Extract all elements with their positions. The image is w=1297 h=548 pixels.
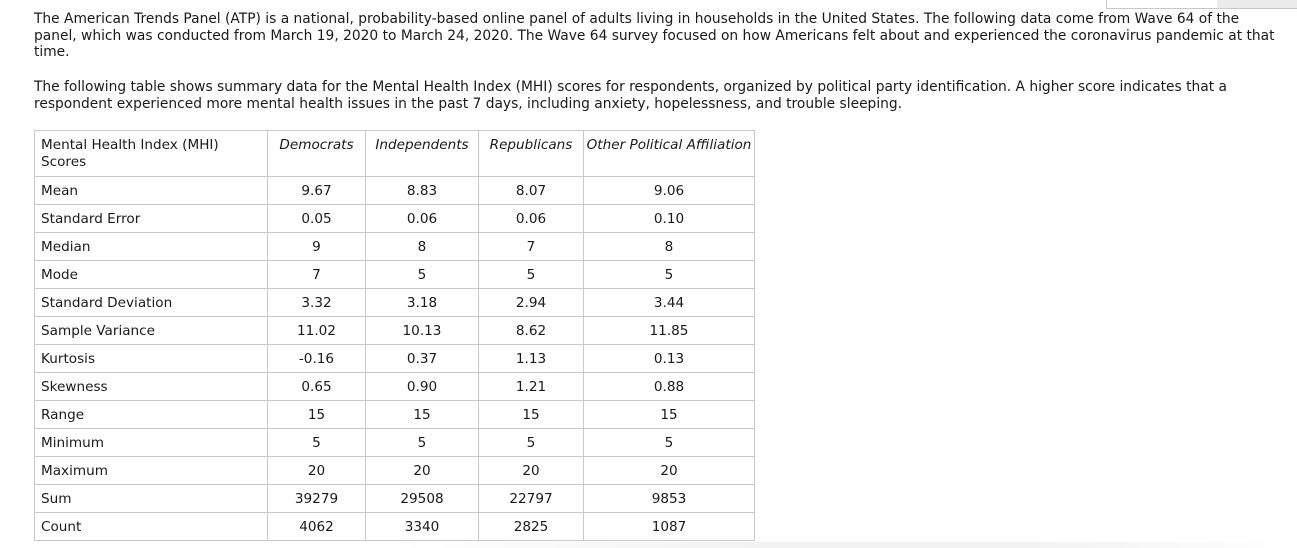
table-cell: 39279	[268, 485, 366, 513]
table-cell: 0.05	[268, 205, 366, 233]
table-cell: 20	[366, 457, 479, 485]
table-cell: 5	[366, 429, 479, 457]
table-cell: 3340	[366, 513, 479, 541]
table-header-row	[35, 131, 755, 177]
table-cell: 0.88	[584, 373, 755, 401]
table-cell: 2825	[479, 513, 584, 541]
table-cell: 5	[366, 261, 479, 289]
table-cell: 0.37	[366, 345, 479, 373]
table-row	[35, 513, 755, 541]
table-cell: 20	[268, 457, 366, 485]
table-row	[35, 373, 755, 401]
mhi-summary-table	[34, 130, 755, 541]
table-cell: 29508	[366, 485, 479, 513]
row-label: Count	[35, 513, 268, 541]
table-cell: 8.62	[479, 317, 584, 345]
table-row	[35, 261, 755, 289]
column-header-republicans: Republicans	[479, 131, 584, 177]
table-cell: 0.06	[366, 205, 479, 233]
table-cell: 7	[479, 233, 584, 261]
column-header-other: Other Political Affiliation	[584, 131, 755, 177]
table-cell: 1087	[584, 513, 755, 541]
row-header-cell: Mental Health Index (MHI) Scores	[35, 131, 268, 177]
table-row	[35, 345, 755, 373]
row-label: Mean	[35, 177, 268, 205]
row-label: Skewness	[35, 373, 268, 401]
table-cell: 15	[584, 401, 755, 429]
table-cell: 7	[268, 261, 366, 289]
row-label: Standard Error	[35, 205, 268, 233]
row-label: Range	[35, 401, 268, 429]
table-cell: 1.13	[479, 345, 584, 373]
table-cell: 22797	[479, 485, 584, 513]
table-row	[35, 485, 755, 513]
table-row	[35, 177, 755, 205]
table-cell: 9	[268, 233, 366, 261]
table-cell: 9.67	[268, 177, 366, 205]
table-row	[35, 457, 755, 485]
table-cell: 5	[479, 429, 584, 457]
table-cell: 5	[584, 429, 755, 457]
table-cell: 9853	[584, 485, 755, 513]
corner-tab	[1106, 0, 1297, 9]
table-cell: 8	[366, 233, 479, 261]
table-cell: 0.65	[268, 373, 366, 401]
table-cell: 15	[366, 401, 479, 429]
row-label: Maximum	[35, 457, 268, 485]
table-cell: 15	[479, 401, 584, 429]
table-cell: 8.83	[366, 177, 479, 205]
row-label: Sum	[35, 485, 268, 513]
table-cell: 3.32	[268, 289, 366, 317]
table-cell: 20	[479, 457, 584, 485]
table-cell: 8	[584, 233, 755, 261]
table-cell: 10.13	[366, 317, 479, 345]
table-cell: 1.21	[479, 373, 584, 401]
row-label: Mode	[35, 261, 268, 289]
table-cell: 8.07	[479, 177, 584, 205]
table-cell: 11.85	[584, 317, 755, 345]
table-cell: 3.18	[366, 289, 479, 317]
table-cell: 5	[479, 261, 584, 289]
table-row	[35, 289, 755, 317]
table-cell: -0.16	[268, 345, 366, 373]
row-label: Kurtosis	[35, 345, 268, 373]
table-row	[35, 233, 755, 261]
table-cell: 0.06	[479, 205, 584, 233]
table-cell: 11.02	[268, 317, 366, 345]
column-header-democrats: Democrats	[268, 131, 366, 177]
row-label: Median	[35, 233, 268, 261]
table-cell: 2.94	[479, 289, 584, 317]
table-cell: 0.10	[584, 205, 755, 233]
table-cell: 15	[268, 401, 366, 429]
row-label: Standard Deviation	[35, 289, 268, 317]
table-cell: 9.06	[584, 177, 755, 205]
row-label: Minimum	[35, 429, 268, 457]
table-cell: 3.44	[584, 289, 755, 317]
table-cell: 0.13	[584, 345, 755, 373]
column-header-independents: Independents	[366, 131, 479, 177]
table-cell: 4062	[268, 513, 366, 541]
intro-paragraph: The American Trends Panel (ATP) is a national, probability-based online panel of adults living in households in the United States. The following data come from Wave 64 of the panel, which was conducted from March 19, 2020 to March 24, 2020. The Wave 64 survey focused on how Americans felt about and experienced the coronavirus pandemic at that time.	[34, 11, 1275, 60]
table-description-paragraph: The following table shows summary data for the Mental Health Index (MHI) scores for respondents, organized by political party identification. A higher score indicates that a respondent experienced more mental health issues in the past 7 days, including anxiety, hopelessness, and trouble sleeping.	[34, 79, 1227, 112]
table-cell: 20	[584, 457, 755, 485]
table-cell: 5	[268, 429, 366, 457]
table-cell: 0.90	[366, 373, 479, 401]
bottom-shade	[400, 542, 1297, 548]
table-row	[35, 429, 755, 457]
table-cell: 5	[584, 261, 755, 289]
table-row	[35, 205, 755, 233]
table-row	[35, 317, 755, 345]
row-label: Sample Variance	[35, 317, 268, 345]
table-row	[35, 401, 755, 429]
